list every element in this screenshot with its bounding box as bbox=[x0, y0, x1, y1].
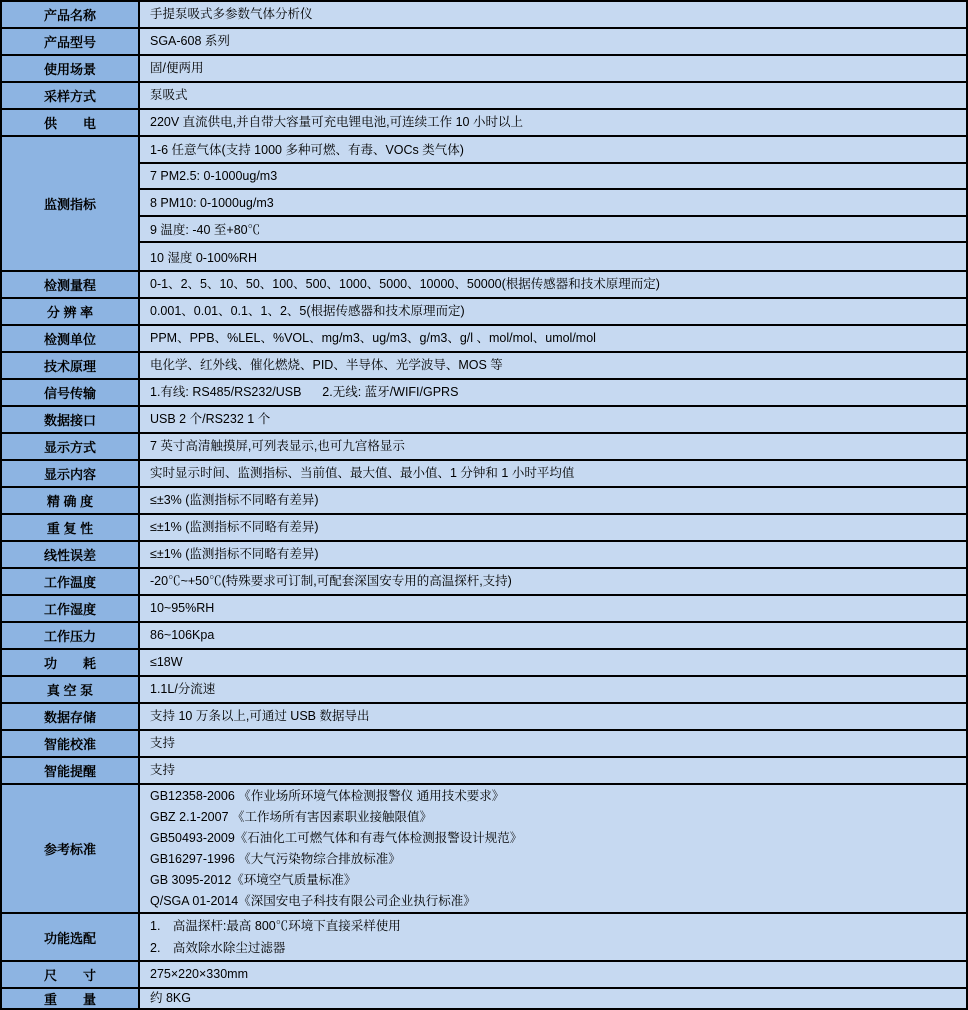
row-data-interface bbox=[2, 407, 966, 434]
row-value: 1.1L/分流速 bbox=[140, 677, 966, 702]
row-value: 支持 10 万条以上,可通过 USB 数据导出 bbox=[140, 704, 966, 729]
monitor-indicator-item: 7 PM2.5: 0-1000ug/m3 bbox=[140, 164, 966, 191]
row-monitor-indicators bbox=[2, 137, 966, 272]
row-value: SGA-608 系列 bbox=[140, 29, 966, 54]
row-label: 数据存储 bbox=[2, 704, 140, 729]
row-label: 工作温度 bbox=[2, 569, 140, 594]
row-display-content bbox=[2, 461, 966, 488]
row-value: USB 2 个/RS232 1 个 bbox=[140, 407, 966, 432]
row-repeatability bbox=[2, 515, 966, 542]
row-value: 0.001、0.01、0.1、1、2、5(根据传感器和技术原理而定) bbox=[140, 299, 966, 324]
row-label: 产品型号 bbox=[2, 29, 140, 54]
row-label: 检测单位 bbox=[2, 326, 140, 351]
row-label: 尺 寸 bbox=[2, 962, 140, 987]
row-label: 工作湿度 bbox=[2, 596, 140, 621]
row-value: ≤18W bbox=[140, 650, 966, 675]
row-detection-units bbox=[2, 326, 966, 353]
row-reference-standards bbox=[2, 785, 966, 914]
row-label: 工作压力 bbox=[2, 623, 140, 648]
row-value: 275×220×330mm bbox=[140, 962, 966, 987]
row-value: 约 8KG bbox=[140, 989, 966, 1008]
row-weight bbox=[2, 989, 966, 1008]
row-label: 重 复 性 bbox=[2, 515, 140, 540]
row-value: 0-1、2、5、10、50、100、500、1000、5000、10000、50000(根据传感器和技术原理而定) bbox=[140, 272, 966, 297]
row-label: 显示方式 bbox=[2, 434, 140, 459]
row-smart-calibration bbox=[2, 731, 966, 758]
row-accuracy bbox=[2, 488, 966, 515]
reference-standard-item: Q/SGA 01-2014《深国安电子科技有限公司企业执行标准》 bbox=[150, 893, 476, 908]
row-label: 采样方式 bbox=[2, 83, 140, 108]
row-value: 实时显示时间、监测指标、当前值、最大值、最小值、1 分钟和 1 小时平均值 bbox=[140, 461, 966, 486]
row-value: ≤±1% (监测指标不同略有差异) bbox=[140, 542, 966, 567]
row-label: 供 电 bbox=[2, 110, 140, 135]
row-vacuum-pump bbox=[2, 677, 966, 704]
row-dimensions bbox=[2, 962, 966, 989]
row-sampling-method bbox=[2, 83, 966, 110]
row-label: 显示内容 bbox=[2, 461, 140, 486]
reference-standard-list bbox=[140, 785, 966, 912]
row-technical-principle bbox=[2, 353, 966, 380]
reference-standard-item: GB12358-2006 《作业场所环境气体检测报警仪 通用技术要求》 bbox=[150, 788, 505, 803]
row-value: 支持 bbox=[140, 758, 966, 783]
monitor-indicator-item: 10 湿度 0-100%RH bbox=[140, 243, 966, 270]
row-value: 10~95%RH bbox=[140, 596, 966, 621]
row-value: ≤±1% (监测指标不同略有差异) bbox=[140, 515, 966, 540]
row-label: 功能选配 bbox=[2, 914, 140, 960]
row-label: 智能提醒 bbox=[2, 758, 140, 783]
reference-standard-item: GB50493-2009《石油化工可燃气体和有毒气体检测报警设计规范》 bbox=[150, 830, 523, 845]
reference-standard-item: GBZ 2.1-2007 《工作场所有害因素职业接触限值》 bbox=[150, 809, 432, 824]
optional-feature-item: 1. 高温探杆:最高 800℃环境下直接采样使用 bbox=[150, 919, 401, 933]
row-label: 检测量程 bbox=[2, 272, 140, 297]
row-label: 精 确 度 bbox=[2, 488, 140, 513]
row-value: 电化学、红外线、催化燃烧、PID、半导体、光学波导、MOS 等 bbox=[140, 353, 966, 378]
row-usage-scene bbox=[2, 56, 966, 83]
row-value: -20℃~+50℃(特殊要求可订制,可配套深国安专用的高温探杆,支持) bbox=[140, 569, 966, 594]
row-value: 泵吸式 bbox=[140, 83, 966, 108]
row-label: 分 辨 率 bbox=[2, 299, 140, 324]
monitor-indicator-item: 1-6 任意气体(支持 1000 多种可燃、有毒、VOCs 类气体) bbox=[140, 137, 966, 164]
monitor-indicator-item: 8 PM10: 0-1000ug/m3 bbox=[140, 190, 966, 217]
monitor-indicator-list bbox=[140, 137, 966, 270]
row-label: 重 量 bbox=[2, 989, 140, 1008]
row-working-humidity bbox=[2, 596, 966, 623]
row-smart-reminder bbox=[2, 758, 966, 785]
row-value: ≤±3% (监测指标不同略有差异) bbox=[140, 488, 966, 513]
row-value: PPM、PPB、%LEL、%VOL、mg/m3、ug/m3、g/m3、g/l 、mol/mol、umol/mol bbox=[140, 326, 966, 351]
reference-standard-item: GB16297-1996 《大气污染物综合排放标准》 bbox=[150, 851, 401, 866]
row-optional-features bbox=[2, 914, 966, 962]
row-resolution bbox=[2, 299, 966, 326]
row-label: 产品名称 bbox=[2, 2, 140, 27]
row-display-mode bbox=[2, 434, 966, 461]
monitor-indicator-item: 9 温度: -40 至+80℃ bbox=[140, 217, 966, 244]
row-value: 手提泵吸式多参数气体分析仪 bbox=[140, 2, 966, 27]
row-value: 1.有线: RS485/RS232/USB 2.无线: 蓝牙/WIFI/GPRS bbox=[140, 380, 966, 405]
row-model bbox=[2, 29, 966, 56]
row-value: 支持 bbox=[140, 731, 966, 756]
row-label: 真 空 泵 bbox=[2, 677, 140, 702]
optional-feature-item: 2. 高效除水除尘过滤器 bbox=[150, 941, 286, 955]
row-product-name bbox=[2, 2, 966, 29]
row-data-storage bbox=[2, 704, 966, 731]
optional-feature-list bbox=[140, 914, 966, 960]
row-power-supply bbox=[2, 110, 966, 137]
row-value: 固/便两用 bbox=[140, 56, 966, 81]
row-value: 220V 直流供电,并自带大容量可充电锂电池,可连续工作 10 小时以上 bbox=[140, 110, 966, 135]
row-label: 数据接口 bbox=[2, 407, 140, 432]
row-power-consumption bbox=[2, 650, 966, 677]
row-signal-transmission bbox=[2, 380, 966, 407]
row-label: 智能校准 bbox=[2, 731, 140, 756]
row-label: 线性误差 bbox=[2, 542, 140, 567]
row-label: 参考标准 bbox=[2, 785, 140, 912]
row-label: 使用场景 bbox=[2, 56, 140, 81]
row-linearity-error bbox=[2, 542, 966, 569]
row-label: 功 耗 bbox=[2, 650, 140, 675]
row-label: 信号传输 bbox=[2, 380, 140, 405]
row-working-temperature bbox=[2, 569, 966, 596]
row-detection-range bbox=[2, 272, 966, 299]
reference-standard-item: GB 3095-2012《环境空气质量标准》 bbox=[150, 872, 357, 887]
row-value: 7 英寸高清触摸屏,可列表显示,也可九宫格显示 bbox=[140, 434, 966, 459]
row-label: 监测指标 bbox=[2, 137, 140, 270]
row-working-pressure bbox=[2, 623, 966, 650]
row-label: 技术原理 bbox=[2, 353, 140, 378]
row-value: 86~106Kpa bbox=[140, 623, 966, 648]
